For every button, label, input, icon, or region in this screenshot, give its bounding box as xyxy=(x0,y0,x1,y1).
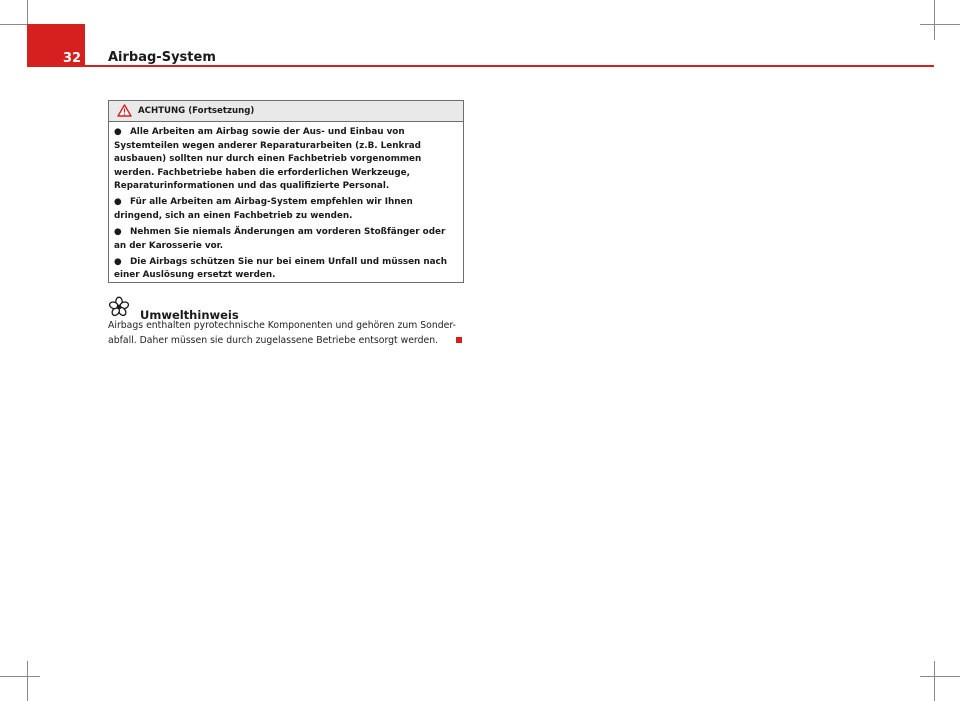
crop-mark xyxy=(920,676,960,677)
bullet-icon: ● xyxy=(114,197,122,208)
section-title: Airbag-System xyxy=(108,50,216,65)
crop-mark xyxy=(27,661,28,701)
crop-mark xyxy=(920,24,960,25)
page-number: 32 xyxy=(27,24,85,67)
warning-triangle-icon xyxy=(117,102,132,121)
environment-text: Airbags enthalten pyrotechnische Komponenten und gehören zum Sonder-abfall. Daher müssen sie durch zugelassene Betriebe entsorgt werden. xyxy=(108,320,456,346)
list-item: ● Für alle Arbeiten am Airbag-System empfehlen wir Ihnen dringend, sich an einen Fachbetrieb zu wenden. xyxy=(114,197,413,222)
crop-mark xyxy=(934,0,935,40)
environment-title: Umwelthinweis xyxy=(140,308,239,322)
bullet-icon: ● xyxy=(114,127,122,137)
warning-box xyxy=(108,100,464,283)
bullet-icon: ● xyxy=(114,227,122,238)
list-item: ● Alle Arbeiten am Airbag sowie der Aus- und Einbau von Systemteilen wegen anderer Reparaturarbeiten (z.B. Lenkrad ausbauen) sollten nur durch einen Fachbetrieb vorgenommen werden. Fachbetriebe haben die erforderlichen Werkzeuge, Reparaturinformationen und das qualifizierte Personal. xyxy=(114,127,422,192)
list-item: ● Nehmen Sie niemals Änderungen am vorderen Stoßfänger oder an der Karosserie vor. xyxy=(114,227,446,251)
list-item: ● Die Airbags schützen Sie nur bei einem Unfall und müssen nach einer Auslösung ersetzt werden. xyxy=(114,256,448,281)
bullet-icon: ● xyxy=(114,256,122,267)
crop-mark xyxy=(0,676,40,677)
warning-title: ACHTUNG (Fortsetzung) xyxy=(138,106,255,116)
warning-header xyxy=(109,101,463,122)
header-rule xyxy=(85,65,934,67)
crop-mark xyxy=(934,661,935,701)
section-end-marker xyxy=(456,337,462,343)
warning-body xyxy=(109,122,463,283)
